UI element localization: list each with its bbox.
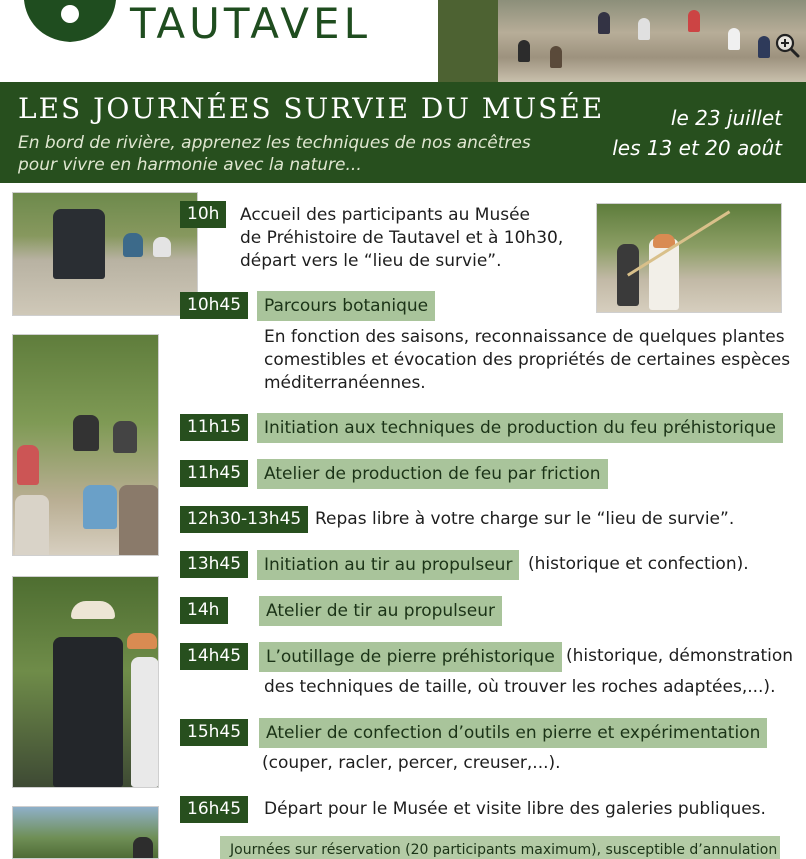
stone-tools-note-line1: (historique, démonstration: [566, 646, 794, 666]
botanical-text-line3: méditerranéennes.: [264, 373, 426, 393]
activity-fire-techniques: Initiation aux techniques de production du feu préhistorique: [257, 413, 783, 443]
reservation-note: Journées sur réservation (20 participants maximum), susceptible d’annulation: [220, 836, 780, 859]
activity-spear-thrower-intro: Initiation au tir au propulseur: [257, 550, 519, 580]
brand-name: TAUTAVEL: [130, 0, 371, 48]
photo-group-seated-in-circle: [12, 334, 159, 556]
time-10h: 10h: [180, 201, 226, 228]
time-14h45: 14h45: [180, 643, 248, 670]
banner-date-august: les 13 et 20 août: [612, 136, 782, 160]
activity-botanical-trail: Parcours botanique: [257, 291, 435, 321]
welcome-text-line3: départ vers le “lieu de survie”.: [240, 251, 502, 271]
zoom-in-icon[interactable]: [774, 32, 800, 58]
photo-river-scene: [12, 806, 159, 859]
time-11h45: 11h45: [180, 460, 248, 487]
museum-logo: [22, 0, 118, 44]
time-15h45: 15h45: [180, 719, 248, 746]
time-12h30-13h45: 12h30-13h45: [180, 506, 308, 533]
welcome-text-line1: Accueil des participants au Musée: [240, 205, 530, 225]
departure-text: Départ pour le Musée et visite libre des galeries publiques.: [264, 799, 766, 819]
time-10h45: 10h45: [180, 292, 248, 319]
welcome-text-line2: de Préhistoire de Tautavel et à 10h30,: [240, 228, 564, 248]
time-14h: 14h: [180, 597, 228, 624]
botanical-text-line1: En fonction des saisons, reconnaissance de quelques plantes: [264, 327, 785, 347]
spear-thrower-note: (historique et confection).: [528, 554, 749, 574]
botanical-text-line2: comestibles et évocation des propriétés de certaines espèces: [264, 350, 791, 370]
time-13h45: 13h45: [180, 551, 248, 578]
time-16h45: 16h45: [180, 796, 248, 823]
title-banner: [0, 82, 806, 183]
photo-boy-with-spear: [596, 203, 782, 313]
photo-crouching-man-on-riverbed: [12, 192, 198, 316]
activity-friction-fire-workshop: Atelier de production de feu par friction: [257, 459, 608, 489]
stone-tool-workshop-note: (couper, racler, percer, creuser,...).: [262, 753, 561, 773]
banner-subtitle: En bord de rivière, apprenez les techniques de nos ancêtres pour vivre en harmonie avec la nature...: [18, 133, 531, 175]
lunch-text: Repas libre à votre charge sur le “lieu de survie”.: [315, 509, 735, 529]
activity-spear-thrower-workshop: Atelier de tir au propulseur: [259, 596, 502, 626]
activity-stone-tools: L’outillage de pierre préhistorique: [259, 642, 562, 672]
header-photo: [438, 0, 806, 82]
photo-man-in-hat-with-stone: [12, 576, 159, 788]
activity-stone-tool-workshop: Atelier de confection d’outils en pierre et expérimentation: [259, 718, 767, 748]
banner-date-july: le 23 juillet: [670, 106, 782, 130]
stone-tools-note-line2: des techniques de taille, où trouver les roches adaptées,...).: [264, 677, 776, 697]
page-title: LES JOURNÉES SURVIE DU MUSÉE: [18, 92, 605, 125]
time-11h15: 11h15: [180, 414, 248, 441]
